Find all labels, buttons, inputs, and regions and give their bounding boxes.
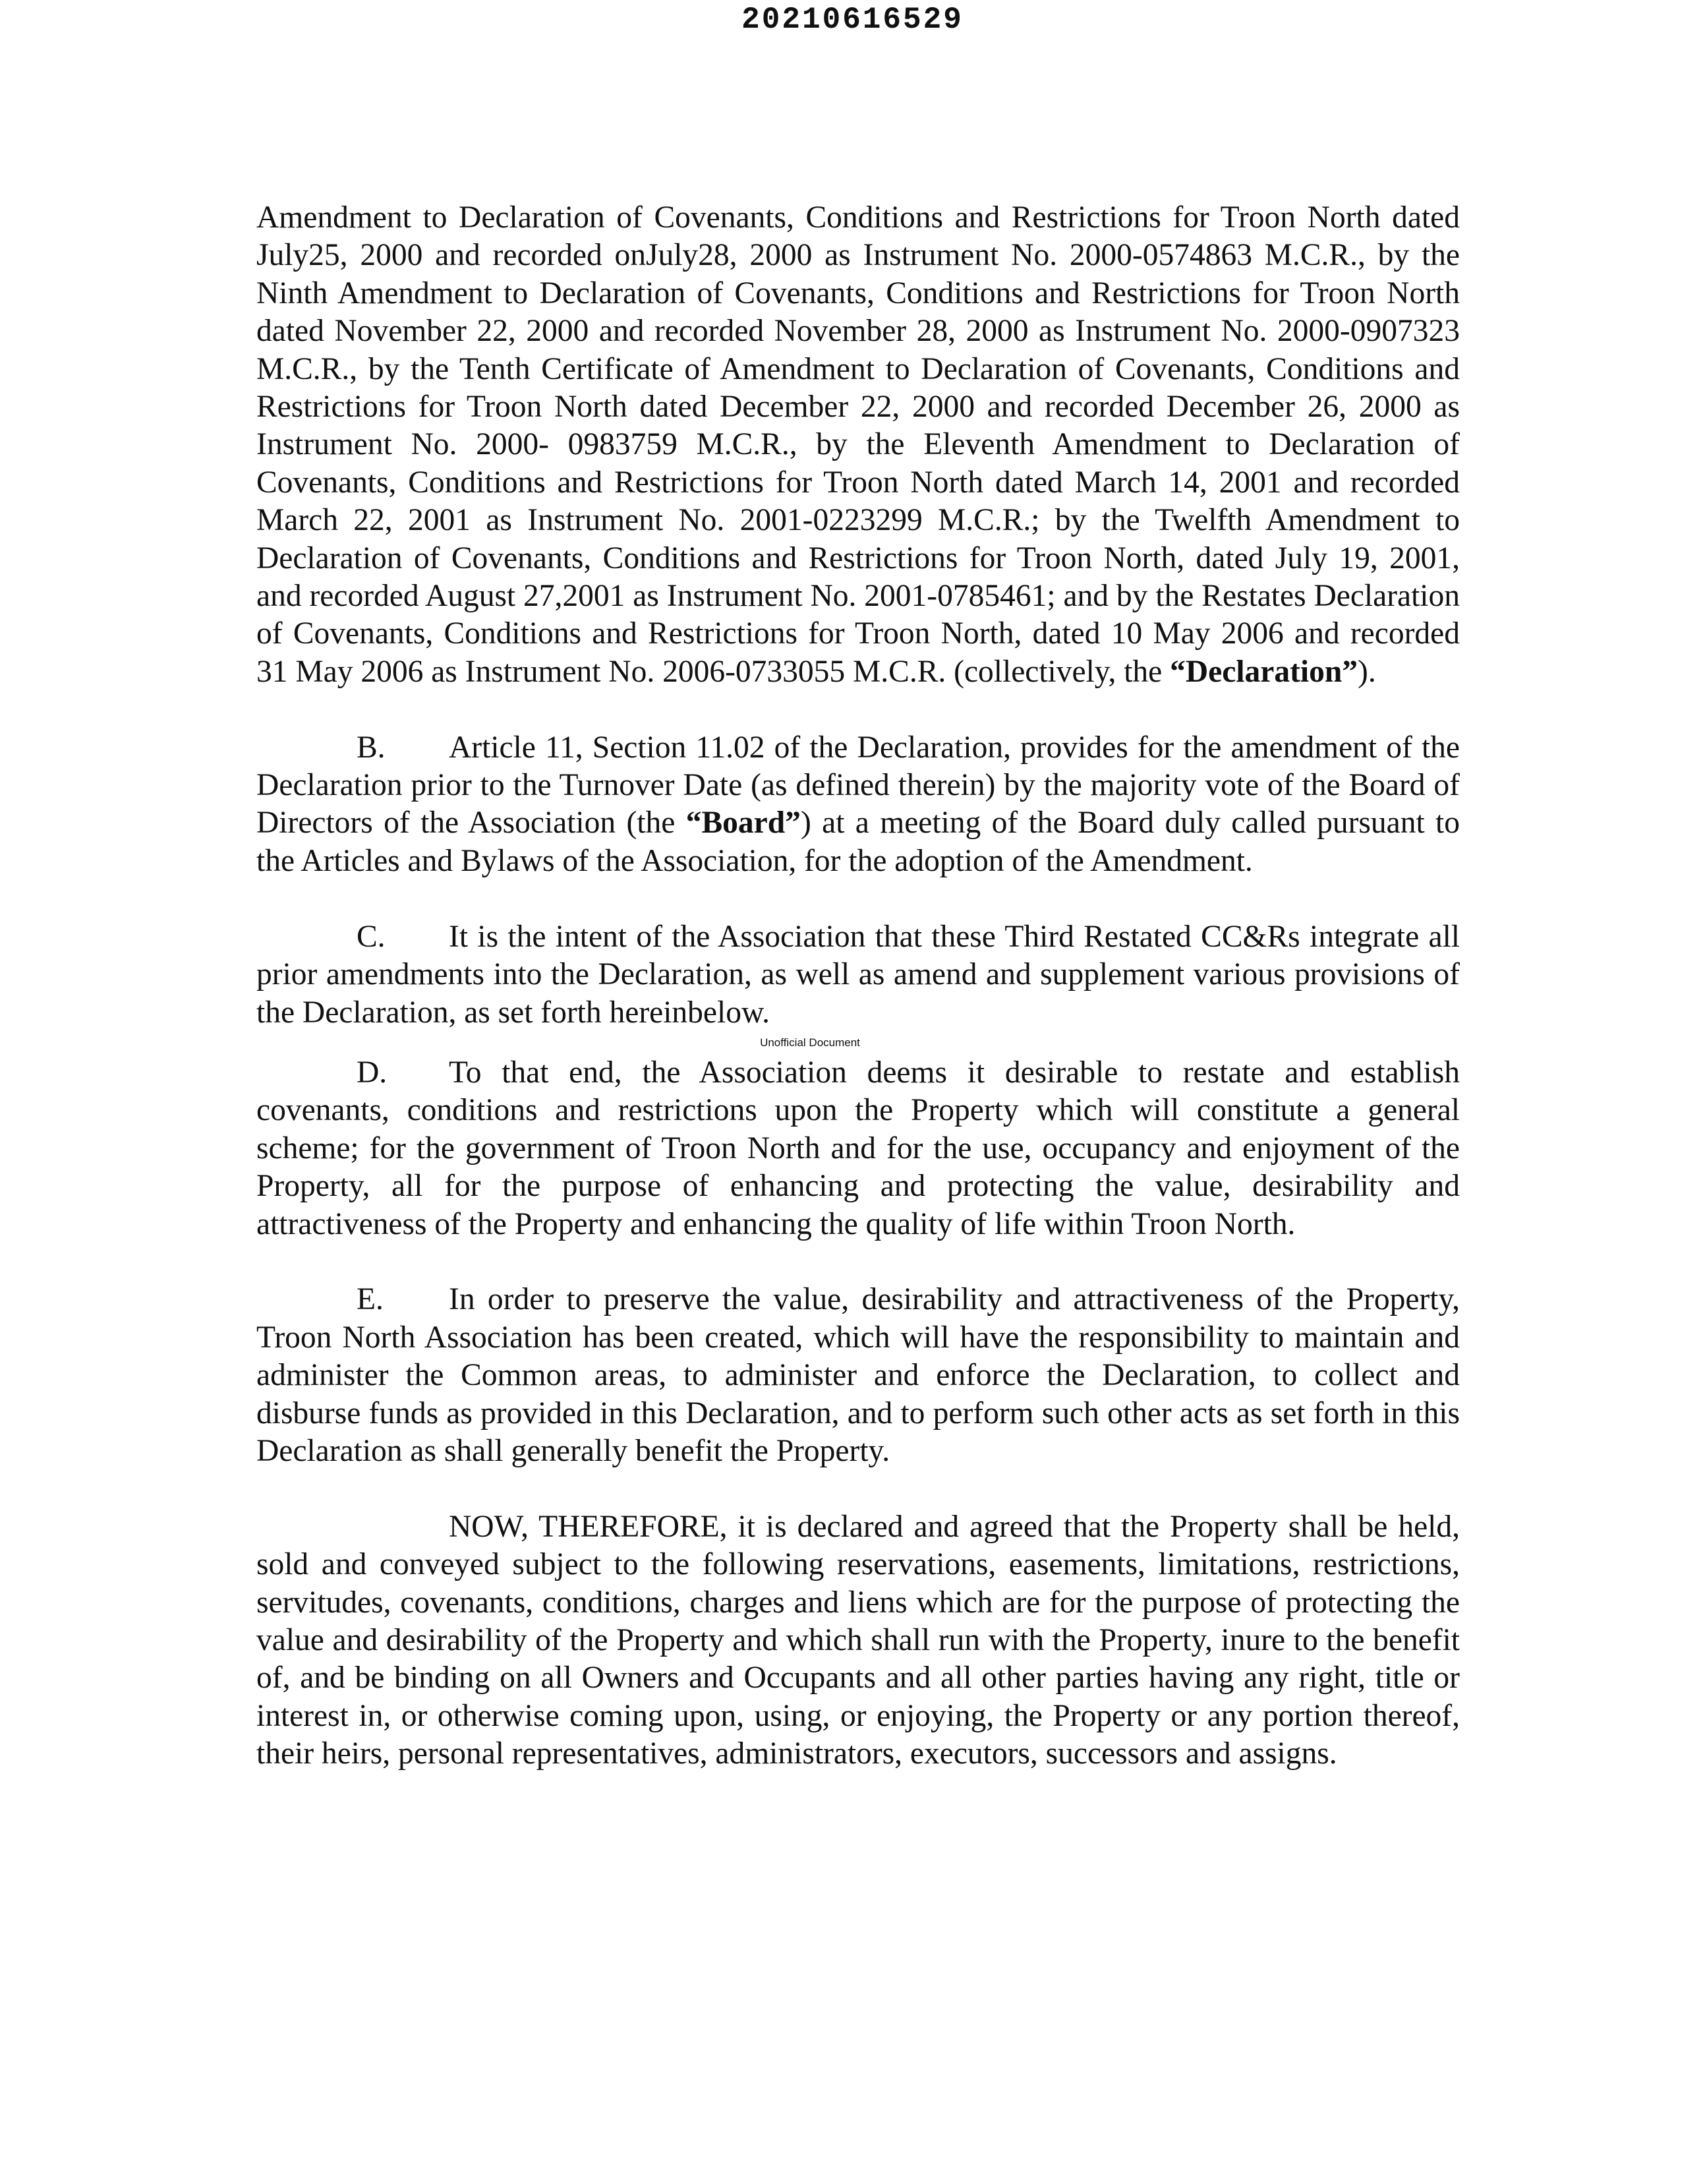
now-therefore-text: NOW, THEREFORE, it is declared and agreed that the Property shall be held, sold and conveyed subject to the following reservations, easements, limitations, restrictions, servitudes, covenants, conditions, charges and liens which are for the purpose of protecting the value and desirability of the Property and which shall run with the Property, inure to the benefit of, and be binding on all Owners and Occupants and all other parties having any right, title or interest in, or otherwise coming upon, using, or enjoying, the Property or any portion thereof, their heirs, personal representatives, administrators, executors, successors and assigns. (256, 1509, 1460, 1771)
recital-c-paragraph (256, 918, 1460, 1032)
recital-e-paragraph (256, 1281, 1460, 1470)
recital-d-text: To that end, the Association deems it desirable to restate and establish covenants, conditions and restrictions upon the Property which will constitute a general scheme; for the government of Troon North and for the use, occupancy and enjoyment of the Property, all for the purpose of enhancing and protecting the value, desirability and attractiveness of the Property and enhancing the quality of life within Troon North. (256, 1055, 1460, 1241)
recording-number: 20210616529 (741, 3, 964, 37)
recital-e-label: E. (357, 1282, 384, 1317)
recital-d-paragraph (256, 1054, 1460, 1243)
declaration-defined-term: “Declaration” (1170, 654, 1358, 689)
now-therefore-paragraph (256, 1508, 1460, 1773)
recital-c-label: C. (357, 919, 386, 954)
recital-continued-closing: ). (1358, 654, 1376, 689)
recital-c-text: It is the intent of the Association that these Third Restated CC&Rs integrate all prior amendments into the Declaration, as well as amend and supplement various provisions of the Declaration, as set forth hereinbelow. (256, 919, 1460, 1030)
recital-d-label: D. (357, 1055, 388, 1090)
recital-b-paragraph (256, 729, 1460, 881)
unofficial-document-watermark: Unofficial Document (760, 1036, 860, 1049)
document-body (256, 199, 1460, 1773)
recital-b-label: B. (357, 730, 386, 765)
recital-b-text-after: ) at a meeting of the Board duly called pursuant to the Articles and Bylaws of the Association, for the adoption of the Amendment. (256, 806, 1460, 878)
recital-b-text-before: Article 11, Section 11.02 of the Declaration, provides for the amendment of the Declaration prior to the Turnover Date (as defined therein) by the majority vote of the Board of Directors of the Association (the (256, 730, 1460, 841)
recital-continued-text: Amendment to Declaration of Covenants, Conditions and Restrictions for Troon North dated July25, 2000 and recorded onJuly28, 2000 as Instrument No. 2000-0574863 M.C.R., by the Ninth Amendment to Declaration of Covenants, Conditions and Restrictions for Troon North dated November 22, 2000 and recorded November 28, 2000 as Instrument No. 2000-0907323 M.C.R., by the Tenth Certificate of Amendment to Declaration of Covenants, Conditions and Restrictions for Troon North dated December 22, 2000 and recorded December 26, 2000 as Instrument No. 2000- 0983759 M.C.R., by the Eleventh Amendment to Declaration of Covenants, Conditions and Restrictions for Troon North dated March 14, 2001 and recorded March 22, 2001 as Instrument No. 2001-0223299 M.C.R.; by the Twelfth Amendment to Declaration of Covenants, Conditions and Restrictions for Troon North, dated July 19, 2001, and recorded August 27,2001 as Instrument No. 2001-0785461; and by the Restates Declaration of Covenants, Conditions and Restrictions for Troon North, dated 10 May 2006 and recorded 31 May 2006 as Instrument No. 2006-0733055 M.C.R. (collectively, the (256, 200, 1460, 689)
recital-continued-paragraph (256, 199, 1460, 691)
recital-e-text: In order to preserve the value, desirability and attractiveness of the Property, Troon North Association has been created, which will have the responsibility to maintain and administer the Common areas, to administer and enforce the Declaration, to collect and disburse funds as provided in this Declaration, and to perform such other acts as set forth in this Declaration as shall generally benefit the Property. (256, 1282, 1460, 1468)
board-defined-term: “Board” (685, 806, 801, 841)
